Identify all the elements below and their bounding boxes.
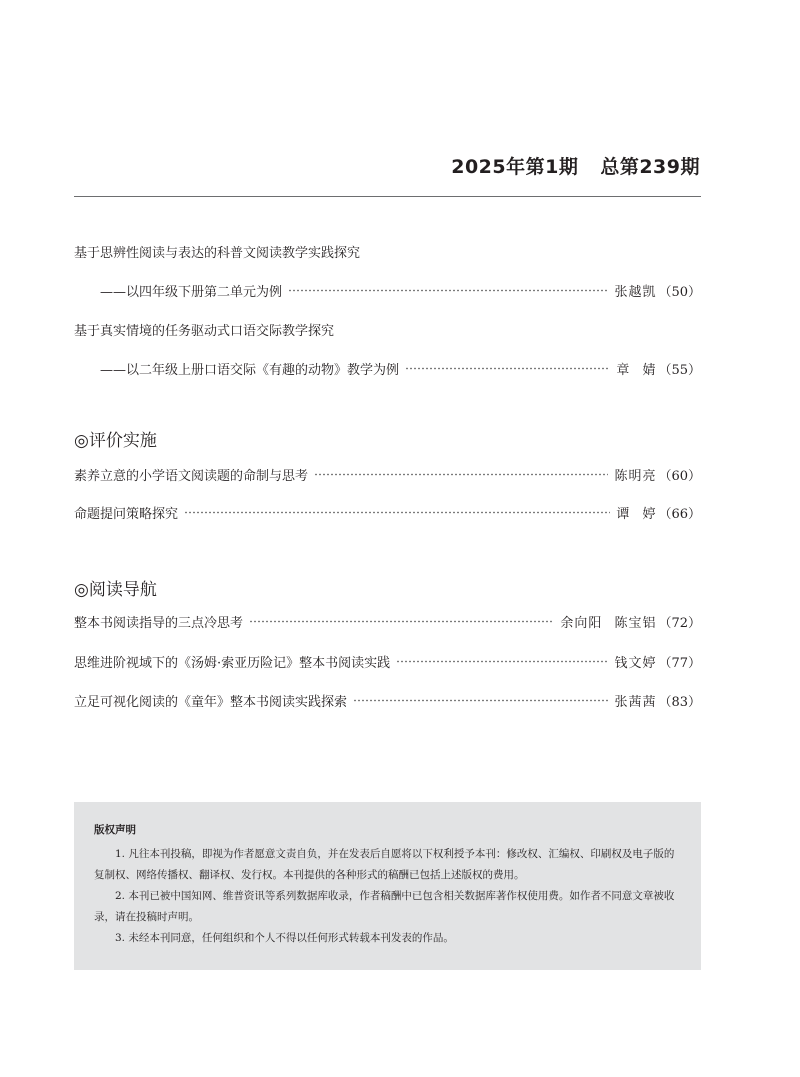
author: 余向阳 陈宝铝: [560, 615, 657, 631]
toc-entry[interactable]: [100, 357, 701, 379]
dot-leader: [288, 289, 608, 292]
dot-leader: [353, 699, 608, 702]
toc-entry[interactable]: [74, 463, 701, 485]
page-number: （72）: [658, 615, 701, 631]
issue-number: [451, 152, 700, 179]
author: 谭 婷: [616, 506, 657, 522]
toc-entry[interactable]: [74, 501, 701, 523]
copyright-clause-2: 2. 本刊已被中国知网、维普资讯等系列数据库收录，作者稿酬中已包含相关数据库著作权使用费。如作者不同意文章被收录，请在投稿时声明。: [94, 890, 675, 923]
copyright-clause-1: 1. 凡往本刊投稿，即视为作者愿意文责自负，并在发表后自愿将以下权利授予本刊：修改权、汇编权、印刷权及电子版的复制权、网络传播权、翻译权、发行权。本刊提供的各种形式的稿酬已包括上述版权的费用。: [94, 848, 675, 881]
toc-entry[interactable]: [74, 650, 701, 672]
page-number: （66）: [658, 506, 701, 522]
author: 章 婧: [616, 362, 657, 378]
article-subtitle: ——以二年级上册口语交际《有趣的动物》教学为例: [100, 362, 400, 378]
article-title: 基于真实情境的任务驱动式口语交际教学探究: [74, 324, 335, 339]
section-heading: ◎评价实施: [74, 431, 157, 451]
article-title: 基于思辨性阅读与表达的科普文阅读教学实践探究: [74, 246, 361, 261]
copyright-clause-3: 3. 未经本刊同意，任何组织和个人不得以任何形式转载本刊发表的作品。: [115, 932, 454, 944]
section-heading: ◎阅读导航: [74, 580, 157, 600]
toc-entry[interactable]: [74, 610, 701, 632]
toc-entry[interactable]: [74, 689, 701, 711]
copyright-title: 版权声明: [94, 824, 136, 836]
issue-year-number: 2025年第1期: [451, 156, 579, 178]
dot-leader: [184, 511, 610, 514]
page-number: （50）: [658, 284, 701, 300]
dot-leader: [405, 367, 610, 370]
author: 张越凯: [614, 284, 657, 300]
author: 陈明亮: [614, 468, 657, 484]
page-number: （60）: [658, 468, 701, 484]
page-number: （83）: [658, 694, 701, 710]
dot-leader: [249, 620, 554, 623]
article-title: 素养立意的小学语文阅读题的命制与思考: [74, 468, 309, 484]
article-title: 命题提问策略探究: [74, 506, 179, 522]
author: 钱文婷: [614, 655, 657, 671]
page-number: （55）: [658, 362, 701, 378]
author: 张茜茜: [614, 694, 657, 710]
article-subtitle: ——以四年级下册第二单元为例: [100, 284, 283, 300]
dot-leader: [396, 660, 608, 663]
copyright-notice: [74, 802, 701, 970]
article-title: 立足可视化阅读的《童年》整本书阅读实践探索: [74, 694, 348, 710]
page-number: （77）: [658, 655, 701, 671]
header-divider: [74, 196, 701, 197]
article-title: 整本书阅读指导的三点冷思考: [74, 615, 244, 631]
toc-entry[interactable]: [100, 279, 701, 301]
dot-leader: [314, 473, 608, 476]
issue-total-number: 总第239期: [600, 156, 700, 178]
article-title: 思维进阶视域下的《汤姆·索亚历险记》整本书阅读实践: [74, 655, 391, 671]
